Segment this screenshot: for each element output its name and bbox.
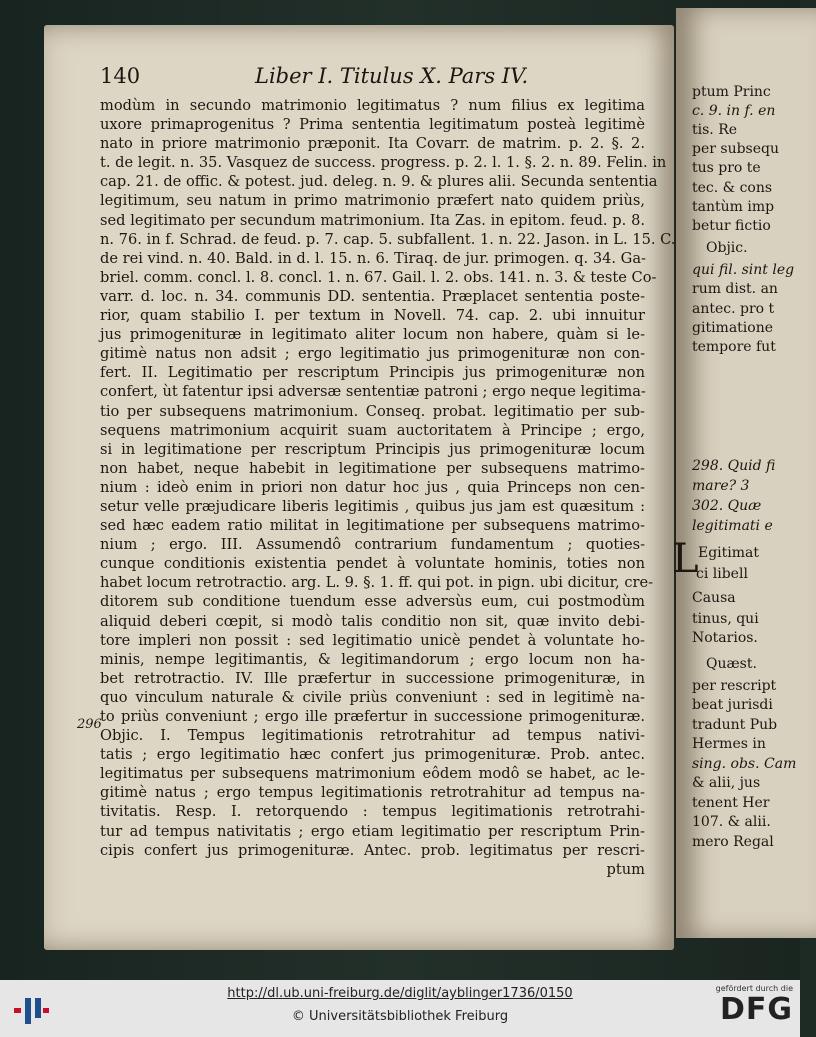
facing-text-line: antec. pro t — [692, 301, 775, 317]
facing-text-line: rum dist. an — [692, 281, 778, 297]
text-line: modùm in secundo matrimonio legitimatus ? num filius ex legitima — [100, 97, 645, 114]
catchword: ptum — [606, 860, 645, 878]
facing-text-line: 302. Quæ — [692, 498, 762, 514]
text-line: uxore primaprogenitus ? Prima sententia legitimatum posteà legitimè — [100, 116, 645, 134]
facing-text-line: sing. obs. Cam — [692, 756, 797, 772]
text-line: sed legitimato per secundum matrimonium. Ita Zas. in epitom. feud. p. 8. — [100, 211, 645, 229]
dfg-logo-text: DFG — [719, 992, 793, 1027]
text-line: setur velle præjudicare liberis legitimis , quibus jus jam est quæsitum : — [100, 497, 645, 515]
text-line: habet locum retrotractio. arg. L. 9. §. 1. ff. qui pot. in pign. ubi dicitur, cre- — [100, 574, 654, 592]
text-line: nato in priore matrimonio præponit. Ita Covarr. de matrim. p. 2. §. 2. — [100, 135, 645, 153]
facing-book-page — [672, 8, 816, 938]
facing-text-line: tinus, qui — [692, 611, 759, 627]
page-number: 140 — [100, 64, 141, 88]
facing-text-line: mero Regal — [692, 834, 774, 850]
text-line: aliquid deberi cœpit, si modò talis conditio non sit, quæ invito debi- — [100, 612, 645, 630]
text-line: non habet, neque habebit in legitimatione per subsequens matrimo- — [100, 459, 645, 477]
facing-text-line: 298. Quid fi — [692, 458, 776, 474]
text-line: minis, nempe legitimantis, & legitimandorum ; ergo locum non ha- — [100, 650, 645, 668]
facing-text-line: gitimatione — [692, 320, 773, 336]
facing-text-line: tis. Re — [692, 122, 738, 138]
dfg-logo — [707, 984, 793, 1034]
text-line: t. de legit. n. 35. Vasquez de success. progress. p. 2. l. 1. §. 2. n. 89. Felin. in — [100, 154, 667, 172]
text-line: si in legitimatione per rescriptum Principis jus primogenituræ locum — [100, 440, 645, 458]
viewer-footer — [0, 980, 800, 1037]
text-line: to priùs conveniunt ; ergo ille præfertur in successione primogenituræ. — [100, 708, 645, 725]
facing-text-line: betur fictio — [692, 218, 771, 234]
text-line: cap. 21. de offic. & potest. jud. deleg. n. 9. & plures alii. Secunda sententia — [100, 173, 658, 191]
facing-text-line: beat jurisdi — [692, 697, 773, 713]
text-line: gitimè natus non adsit ; ergo legitimatio jus primogenituræ non con- — [100, 345, 645, 363]
text-line: sequens matrimonium acquirit suam auctoritatem à Principe ; ergo, — [100, 421, 645, 439]
text-line: de rei vind. n. 40. Bald. in d. l. 15. n. 6. Tiraq. de jur. primogen. q. 34. Ga- — [100, 249, 646, 267]
running-title: Liber I. Titulus X. Pars IV. — [255, 64, 529, 88]
text-line: legitimum, seu natum in primo matrimonio præfert nato quidem priùs, — [100, 192, 645, 210]
text-line: tur ad tempus nativitatis ; ergo etiam legitimatio per rescriptum Prin- — [100, 822, 645, 840]
text-line: gitimè natus ; ergo tempus legitimationis retrotrahitur ad tempus na- — [100, 784, 645, 802]
facing-text-line: Quæst. — [706, 656, 757, 672]
text-line: tore impleri non possit : sed legitimatio unicè pendet à voluntate ho- — [100, 631, 645, 649]
text-line: briel. comm. concl. l. 8. concl. 1. n. 67. Gail. l. 2. obs. 141. n. 3. & teste Co- — [100, 268, 657, 286]
facing-text-line: tec. & cons — [692, 180, 773, 196]
facing-text-line: mare? 3 — [692, 478, 750, 494]
facing-text-line: & alii, jus — [692, 775, 761, 791]
text-line: cunque conditionis existentia pendet à voluntate hominis, toties non — [100, 555, 645, 573]
facing-text-line: Egitimat — [698, 545, 760, 561]
text-line: tio per subsequens matrimonium. Conseq. probat. legitimatio per sub- — [100, 402, 645, 420]
facing-text-line: qui fil. sint leg — [692, 262, 795, 278]
text-line: tivitatis. Resp. I. retorquendo : tempus legitimationis retrotrahi- — [100, 803, 645, 821]
facing-text-line: per rescript — [692, 678, 777, 694]
text-line: bet retrotractio. IV. Ille præfertur in successione primogenituræ, in — [100, 669, 645, 687]
facing-text-line: tempore fut — [692, 339, 776, 355]
facing-text-line: Objic. — [706, 240, 748, 256]
facing-text-line: tradunt Pub — [692, 717, 778, 733]
text-line: cipis confert jus primogenituræ. Antec. prob. legitimatus per rescri- — [100, 841, 645, 859]
text-line: fert. II. Legitimatio per rescriptum Principis jus primogenituræ non — [100, 364, 645, 382]
facing-text-line: 107. & alii. — [692, 814, 771, 830]
facing-text-line: tantùm imp — [692, 199, 775, 215]
facing-text-line: Notarios. — [692, 630, 758, 646]
facing-text-line: Hermes in — [692, 736, 766, 752]
facing-text-line: tus pro te — [692, 160, 761, 176]
text-line: quo vinculum naturale & civile priùs conveniunt : sed in legitimè na- — [100, 688, 645, 706]
permalink-url[interactable]: http://dl.ub.uni-freiburg.de/diglit/ayblinger1736/0150 — [227, 986, 573, 1001]
text-line: tatis ; ergo legitimatio hæc confert jus primogenituræ. Prob. antec. — [100, 746, 645, 764]
text-line: Objic. I. Tempus legitimationis retrotrahitur ad tempus nativi- — [100, 727, 645, 745]
text-line: rior, quam stabilio I. per textum in Novell. 74. cap. 2. ubi innuitur — [100, 307, 645, 325]
copyright-notice: © Universitätsbibliothek Freiburg — [291, 1009, 509, 1024]
text-line: ditorem sub conditione tuendum esse adversùs eum, cui postmodùm — [100, 593, 645, 611]
page-body-text — [100, 96, 676, 879]
margin-number: 296 — [77, 717, 102, 732]
text-line: nium : ideò enim in priori non datur hoc jus , quia Princeps non cen- — [100, 478, 645, 496]
text-line: jus primogenituræ in legitimato aliter locum non habere, quàm si le- — [100, 326, 645, 344]
text-line: varr. d. loc. n. 34. communis DD. sententia. Præplacet sententia poste- — [100, 287, 645, 305]
text-line: nium ; ergo. III. Assumendô contrarium fundamentum ; quoties- — [100, 536, 645, 554]
dfg-caption: gefördert durch die — [715, 984, 793, 993]
text-line: sed hæc eadem ratio militat in legitimatione per subsequens matrimo- — [100, 517, 645, 535]
drop-cap-initial: L — [672, 536, 699, 582]
facing-text-line: c. 9. in f. en — [692, 103, 776, 119]
facing-text-line: ci libell — [696, 566, 748, 582]
facing-text-line: per subsequ — [692, 141, 780, 157]
text-line: n. 76. in f. Schrad. de feud. p. 7. cap. 5. subfallent. 1. n. 22. Jason. in L. 15. C. — [100, 230, 676, 248]
text-line: legitimatus per subsequens matrimonium eôdem modô se habet, ac le- — [100, 765, 645, 783]
facing-text-line: tenent Her — [692, 795, 770, 811]
facing-text-line: ptum Princ — [692, 84, 771, 100]
facing-text-line: Causa — [692, 590, 736, 606]
facing-text-line: legitimati e — [692, 518, 773, 534]
text-line: confert, ùt fatentur ipsi adversæ sententiæ patroni ; ergo neque legitima- — [100, 383, 646, 401]
